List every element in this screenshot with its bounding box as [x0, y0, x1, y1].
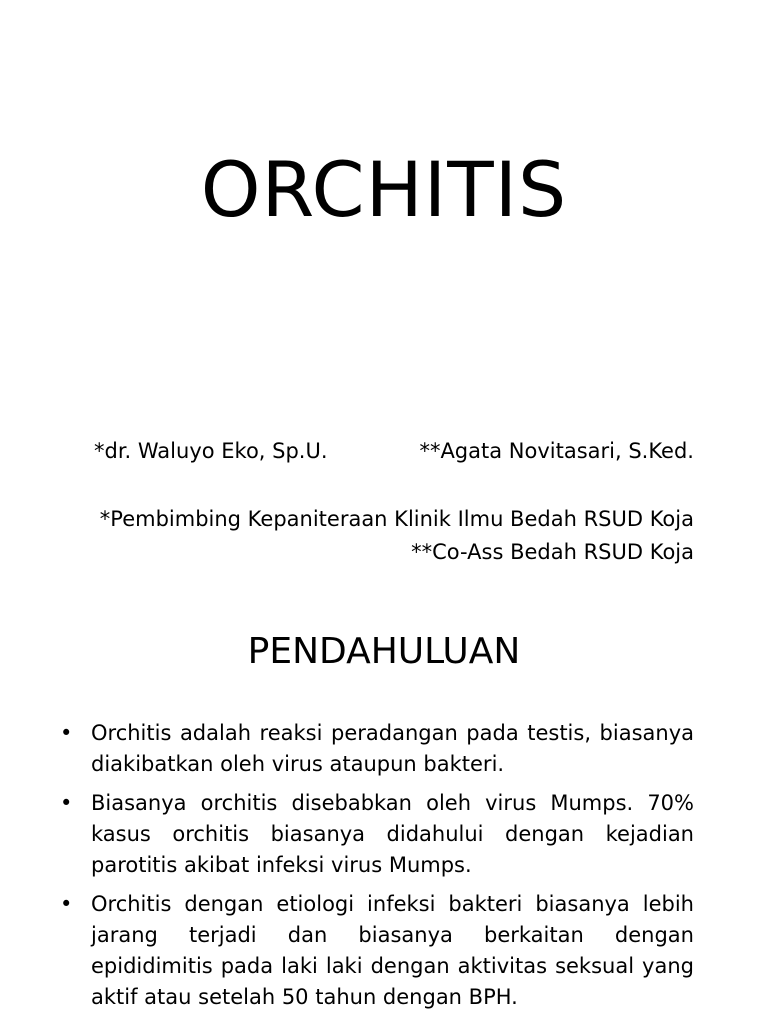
bullet-list [60, 718, 694, 1021]
bullet-text: Orchitis dengan etiologi infeksi bakteri biasanya lebih jarang terjadi dan biasanya berkaitan dengan epididimitis pada laki laki dengan aktivitas seksual yang aktif atau setelah 50 tahun dengan BPH. [91, 892, 694, 1009]
intro-slide [0, 612, 768, 1024]
presentation-title: ORCHITIS [200, 145, 568, 234]
authors-line [94, 436, 694, 466]
affiliation-coass: **Co-Ass Bedah RSUD Koja [411, 540, 694, 564]
section-heading: PENDAHULUAN [247, 631, 521, 672]
author-coass: **Agata Novitasari, S.Ked. [419, 439, 694, 463]
bullet-item [60, 788, 694, 881]
bullet-icon: • [60, 791, 73, 815]
bullet-text: Orchitis adalah reaksi peradangan pada testis, biasanya diakibatkan oleh virus ataupun bakteri. [91, 721, 694, 776]
bullet-item [60, 718, 694, 780]
affiliation-supervisor: *Pembimbing Kepaniteraan Klinik Ilmu Bedah RSUD Koja [99, 507, 694, 531]
bullet-text: Biasanya orchitis disebabkan oleh virus Mumps. 70% kasus orchitis biasanya didahului dengan kejadian parotitis akibat infeksi virus Mumps. [91, 791, 694, 877]
bullet-item [60, 889, 694, 1013]
author-supervisor: *dr. Waluyo Eko, Sp.U. [94, 439, 328, 463]
bullet-icon: • [60, 892, 73, 916]
bullet-icon: • [60, 721, 73, 745]
